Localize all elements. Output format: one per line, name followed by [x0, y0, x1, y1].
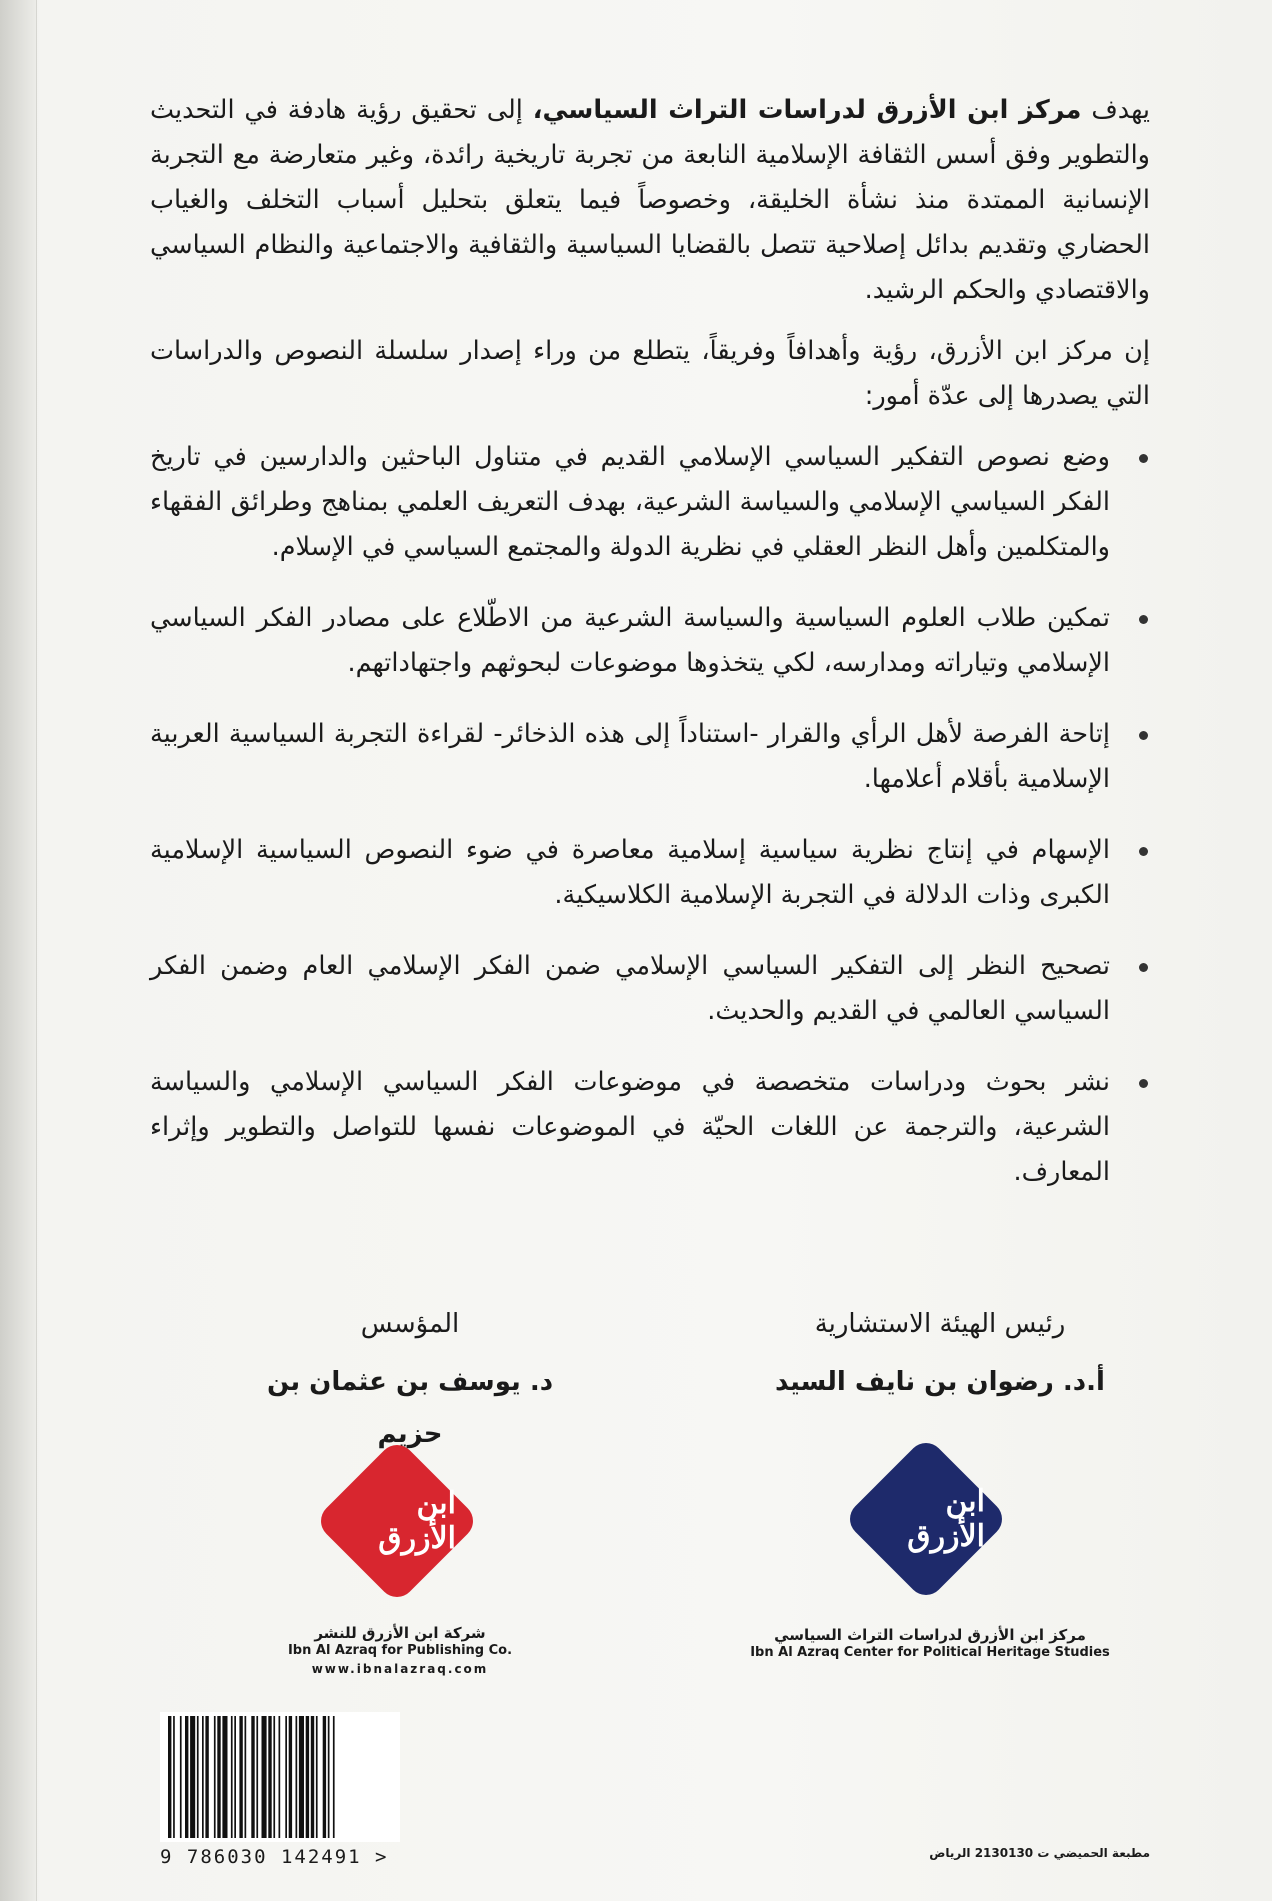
barcode-bar: [231, 1716, 233, 1838]
goal-text: نشر بحوث ودراسات متخصصة في موضوعات الفكر السياسي الإسلامي والسياسة الشرعية، والترجمة عن اللغات الحيّة في الموضوعات نفسها للتواصل والتطوير وإثراء المعارف.: [150, 1067, 1110, 1187]
advisory-signature: [760, 1300, 1120, 1408]
barcode-bar: [311, 1716, 314, 1838]
publisher-logo: [314, 1438, 481, 1605]
bullet-dot: [1139, 731, 1148, 740]
center-caption: [740, 1626, 1120, 1662]
barcode-bar: [285, 1716, 287, 1838]
goal-item: [150, 596, 1150, 686]
goal-text: تمكين طلاب العلوم السياسية والسياسة الشرعية من الاطّلاع على مصادر الفكر السياسي الإسلامي وتياراته ومدارسه، لكي يتخذوها موضوعات لبحوثهم واجتهاداتهم.: [150, 603, 1110, 678]
barcode-bar: [214, 1716, 216, 1838]
barcode-bar: [296, 1716, 298, 1838]
barcode-bar: [289, 1716, 292, 1838]
goal-item: [150, 712, 1150, 802]
bullet-dot: [1139, 1079, 1148, 1088]
barcode-bar: [180, 1716, 182, 1838]
founder-signature: [230, 1300, 590, 1460]
publisher-name-en: Ibn Al Azraq for Publishing Co.: [287, 1643, 513, 1658]
barcode-bar: [299, 1716, 304, 1838]
intro-lead: يهدف: [1091, 95, 1150, 125]
bullet-dot: [1139, 454, 1148, 463]
isbn-barcode: [160, 1712, 400, 1842]
center-name-ar: مركز ابن الأزرق لدراسات التراث السياسي: [774, 1626, 1086, 1644]
barcode-bar: [328, 1716, 330, 1838]
center-name-en: Ibn Al Azraq Center for Political Heritage Studies: [750, 1645, 1110, 1660]
publisher-website: www.ibnalazraq.com: [311, 1662, 489, 1676]
barcode-bar: [185, 1716, 188, 1838]
barcode-bar: [217, 1716, 220, 1838]
barcode-bar: [173, 1716, 175, 1838]
barcode-bar: [239, 1716, 242, 1838]
barcode-bar: [222, 1716, 227, 1838]
barcode-bar: [197, 1716, 199, 1838]
barcode-bar: [306, 1716, 309, 1838]
publisher-caption: [270, 1624, 530, 1678]
barcode-bar: [273, 1716, 275, 1838]
center-logo-mark: ابن الأزرق: [907, 1484, 985, 1554]
barcode-bar: [333, 1716, 335, 1838]
isbn-number: 9 786030 142491 >: [160, 1846, 389, 1868]
goal-item: [150, 944, 1150, 1034]
goal-item: [150, 1060, 1150, 1195]
goal-text: الإسهام في إنتاج نظرية سياسية إسلامية معاصرة في ضوء النصوص السياسية الإسلامية الكبرى وذات الدلالة في التجربة الإسلامية الكلاسيكية.: [150, 835, 1110, 910]
body-text: [150, 88, 1150, 1221]
barcode-bar: [202, 1716, 204, 1838]
goals-list: [150, 435, 1150, 1195]
barcode-bar: [316, 1716, 318, 1838]
goal-text: إتاحة الفرصة لأهل الرأي والقرار -استناداً إلى هذه الذخائر- لقراءة التجربة السياسية العربية الإسلامية بأقلام أعلامها.: [150, 719, 1110, 794]
publisher-name-ar: شركة ابن الأزرق للنشر: [314, 1624, 486, 1642]
founder-role: المؤسس: [360, 1309, 460, 1339]
printer-info: مطبعة الحميضي ت 2130130 الرياض: [929, 1846, 1150, 1860]
barcode-bar: [245, 1716, 247, 1838]
goal-text: وضع نصوص التفكير السياسي الإسلامي القديم في متناول الباحثين والدارسين في تاريخ الفكر السياسي الإسلامي والسياسة الشرعية، بهدف التعريف العلمي بمناهج وطرائق الفقهاء والمتكلمين وأهل النظر العقلي في نظرية الدولة والمجتمع السياسي في الإسلام.: [150, 442, 1110, 562]
barcode-bar: [268, 1716, 271, 1838]
center-name-bold: مركز ابن الأزرق لدراسات التراث السياسي،: [532, 95, 1082, 125]
spine-edge: [0, 0, 37, 1901]
intro-paragraph: [150, 88, 1150, 313]
advisory-role: رئيس الهيئة الاستشارية: [814, 1309, 1066, 1339]
barcode-bar: [234, 1716, 236, 1838]
publisher-logo-mark: ابن الأزرق: [378, 1486, 456, 1556]
barcode-bar: [251, 1716, 254, 1838]
advisory-name: أ.د. رضوان بن نايف السيد: [775, 1367, 1105, 1397]
bullet-dot: [1139, 963, 1148, 972]
goal-text: تصحيح النظر إلى التفكير السياسي الإسلامي ضمن الفكر الإسلامي العام وضمن الفكر السياسي العالمي في القديم والحديث.: [150, 951, 1110, 1026]
bullet-dot: [1139, 847, 1148, 856]
barcode-bar: [190, 1716, 195, 1838]
center-logo: [843, 1436, 1010, 1603]
barcode-bar: [205, 1716, 208, 1838]
founder-name: د. يوسف بن عثمان بن حزيم: [266, 1367, 554, 1449]
barcode-bar: [168, 1716, 171, 1838]
goal-item: [150, 435, 1150, 570]
intro-rest: إلى تحقيق رؤية هادفة في التحديث والتطوير وفق أسس الثقافة الإسلامية النابعة من تجربة تاريخية رائدة، وغير متعارضة مع التجربة الإنسانية الممتدة منذ نشأة الخليقة، وخصوصاً فيما يتعلق بتحليل أسباب التخلف والغياب الحضاري وتقديم بدائل إصلاحية تتصل بالقضايا السياسية والثقافية والاجتماعية والنظام السياسي والاقتصادي والحكم الرشيد.: [150, 95, 1150, 305]
barcode-bar: [279, 1716, 281, 1838]
goal-item: [150, 828, 1150, 918]
bullet-dot: [1139, 615, 1148, 624]
second-paragraph: إن مركز ابن الأزرق، رؤية وأهدافاً وفريقاً، يتطلع من وراء إصدار سلسلة النصوص والدراسات التي يصدرها إلى عدّة أمور:: [150, 336, 1150, 411]
barcode-bar: [262, 1716, 267, 1838]
barcode-bar: [256, 1716, 258, 1838]
barcode-bars: [160, 1712, 400, 1842]
barcode-bar: [323, 1716, 326, 1838]
